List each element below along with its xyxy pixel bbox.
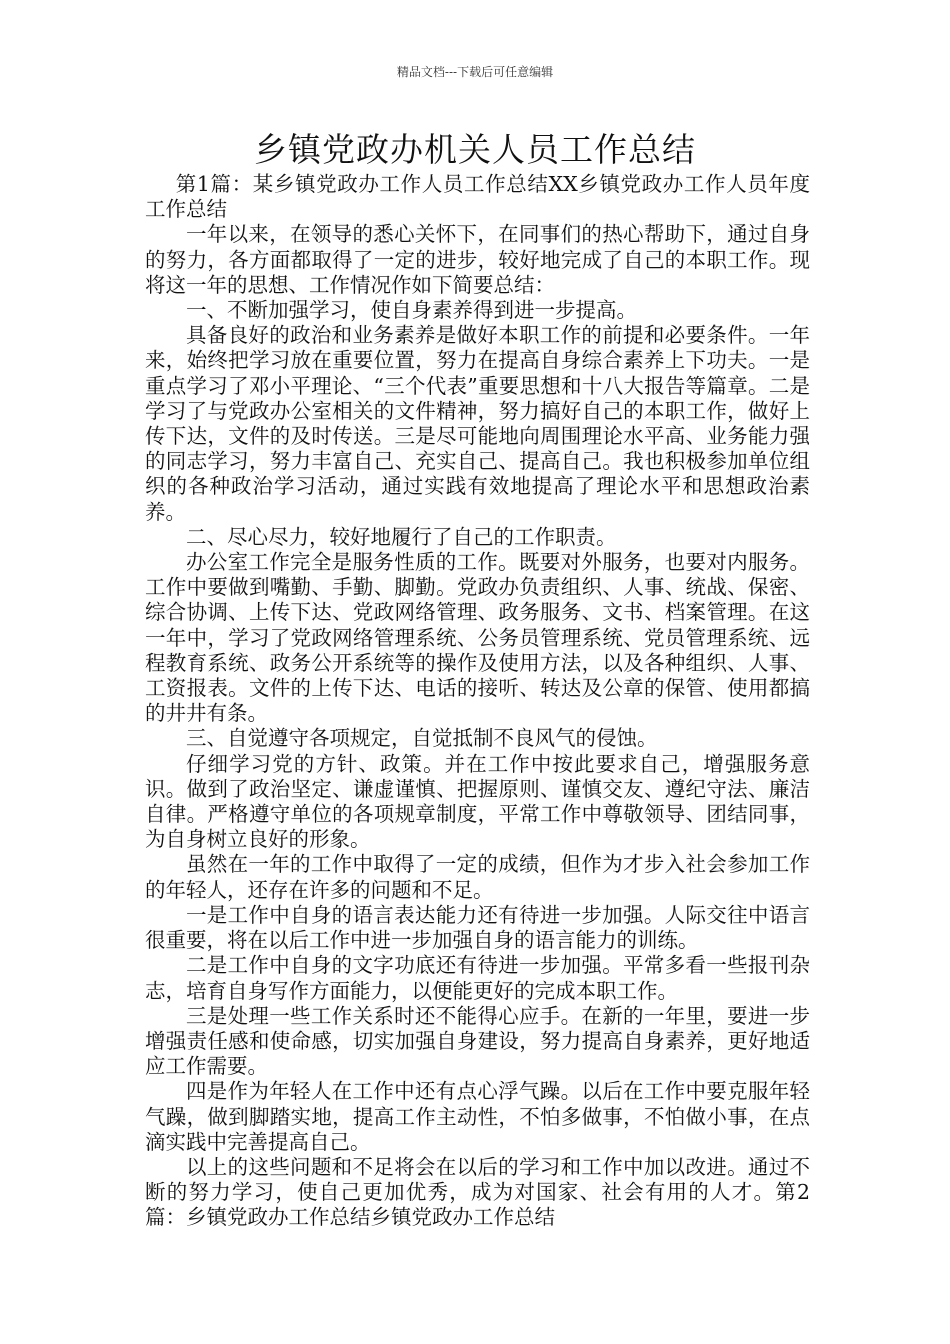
paragraph-section-heading: 三、自觉遵守各项规定，自觉抵制不良风气的侵蚀。: [186, 726, 658, 751]
paragraph-section-heading: 二、尽心尽力，较好地履行了自己的工作职责。: [186, 524, 617, 549]
paragraph-body: 三是处理一些工作关系时还不能得心应手。在新的一年里，要进一步增强责任感和使命感，切实加强自身建设，努力提高自身素养，更好地适应工作需要。: [145, 1003, 810, 1079]
paragraph-article-heading: 第1篇：某乡镇党政办工作人员工作总结XX乡镇党政办工作人员年度工作总结: [145, 172, 810, 222]
paragraph-body: 一是工作中自身的语言表达能力还有待进一步加强。人际交往中语言很重要，将在以后工作中进一步加强自身的语言能力的训练。: [145, 902, 810, 953]
paragraph-body: 虽然在一年的工作中取得了一定的成绩，但作为才步入社会参加工作的年轻人，还存在许多的问题和不足。: [145, 852, 810, 902]
document-title: 乡镇党政办机关人员工作总结: [254, 130, 696, 169]
header-note: 精品文档---下载后可任意编辑: [396, 65, 554, 79]
paragraph-conclusion: 以上的这些问题和不足将会在以后的学习和工作中加以改进。通过不断的努力学习，使自己更加优秀，成为对国家、社会有用的人才。第2篇：乡镇党政办工作总结乡镇党政办工作总结: [145, 1154, 810, 1230]
paragraph-intro: 一年以来，在领导的悉心关怀下，在同事们的热心帮助下，通过自身的努力，各方面都取得了一定的进步，较好地完成了自己的本职工作。现将这一年的思想、工作情况作如下简要总结：: [145, 222, 810, 297]
paragraph-section-heading: 一、不断加强学习，使自身素养得到进一步提高。: [186, 298, 637, 323]
paragraph-body: 具备良好的政治和业务素养是做好本职工作的前提和必要条件。一年来，始终把学习放在重要位置，努力在提高自身综合素养上下功夫。一是重点学习了邓小平理论、“三个代表”重要思想和十八大报告等篇章。二是学习了与党政办公室相关的文件精神，努力搞好自己的本职工作，做好上传下达，文件的及时传送。三是尽可能地向周围理论水平高、业务能力强的同志学习，努力丰富自己、充实自己、提高自己。我也积极参加单位组织的各种政治学习活动，通过实践有效地提高了理论水平和思想政治素养。: [145, 323, 810, 524]
document-body: [145, 172, 810, 1231]
paragraph-body: 四是作为年轻人在工作中还有点心浮气躁。以后在工作中要克服年轻气躁，做到脚踏实地，提高工作主动性，不怕多做事，不怕做小事，在点滴实践中完善提高自己。: [145, 1079, 810, 1154]
paragraph-body: 办公室工作完全是服务性质的工作。既要对外服务，也要对内服务。工作中要做到嘴勤、手勤、脚勤。党政办负责组织、人事、统战、保密、综合协调、上传下达、党政网络管理、政务服务、文书、档案管理。在这一年中，学习了党政网络管理系统、公务员管理系统、党员管理系统、远程教育系统、政务公开系统等的操作及使用方法，以及各种组织、人事、工资报表。文件的上传下达、电话的接听、转达及公章的保管、使用都搞的井井有条。: [145, 550, 810, 726]
paragraph-body: 二是工作中自身的文字功底还有待进一步加强。平常多看一些报刊杂志，培育自身写作方面能力，以便能更好的完成本职工作。: [145, 953, 810, 1003]
paragraph-body: 仔细学习党的方针、政策。并在工作中按此要求自己，增强服务意识。做到了政治坚定、谦虚谨慎、把握原则、谨慎交友、遵纪守法、廉洁自律。严格遵守单位的各项规章制度，平常工作中尊敬领导、团结同事，为自身树立良好的形象。: [145, 751, 810, 852]
